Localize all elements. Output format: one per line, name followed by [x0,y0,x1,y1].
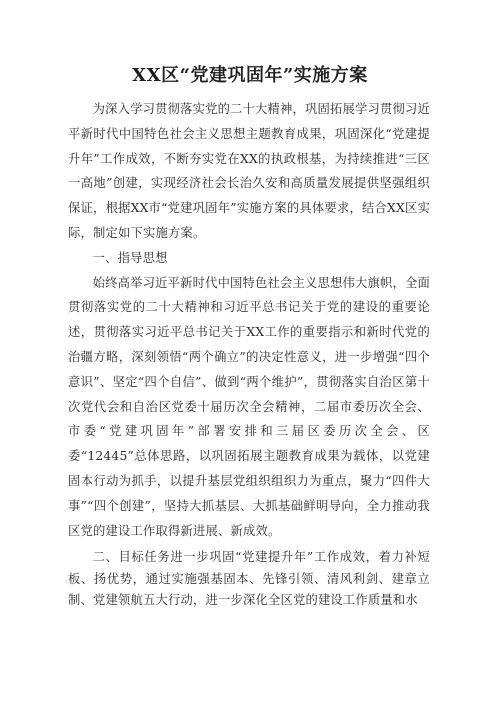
guiding-ideology-paragraph: 始终高举习近平新时代中国特色社会主义思想伟大旗帜，全面贯彻落实党的二十大精神和习近平总书记关于党的建设的重要论述，贯彻落实习近平总书记关于XX工作的重要指示和新时代党的治疆方略，深刻领悟“两个确立”的决定性意义，进一步增强“四个意识”、坚定“四个自信”、做到“两个维护”，贯彻落实自治区第十次党代会和自治区党委十届历次全会精神，二届市委历次全会、市委“党建巩固年”部署安排和三届区委历次全会、区委“12445”总体思路，以巩固拓展主题教育成果为载体，以党建固本行动为抓手，以提升基层党组织组织力为重点，聚力“四件大事”“四个创建”，坚持大抓基层、大抓基础鲜明导向，全力推动我区党的建设工作取得新进展、新成效。 [68,275,431,538]
document-body [68,97,430,611]
document-title: XX区“党建巩固年”实施方案 [132,65,368,86]
section-heading-guiding-ideology: 一、指导思想 [92,250,168,265]
intro-paragraph: 为深入学习贯彻落实党的二十大精神，巩固拓展学习贯彻习近平新时代中国特色社会主义思想主题教育成果，巩固深化“党建提升年”工作成效，不断夯实党在XX的执政根基，为持续推进“三区一高地”创建，实现经济社会长治久安和高质量发展提供坚强组织保证，根据XX市“党建巩固年”实施方案的具体要求，结合XX区实际，制定如下实施方案。 [68,102,431,240]
targets-tasks-paragraph: 二、目标任务进一步巩固“党建提升年”工作成效，着力补短板、扬优势，通过实施强基固本、先锋引领、清风利剑、建章立制、党建领航五大行动，进一步深化全区党的建设工作质量和水 [68,550,430,607]
